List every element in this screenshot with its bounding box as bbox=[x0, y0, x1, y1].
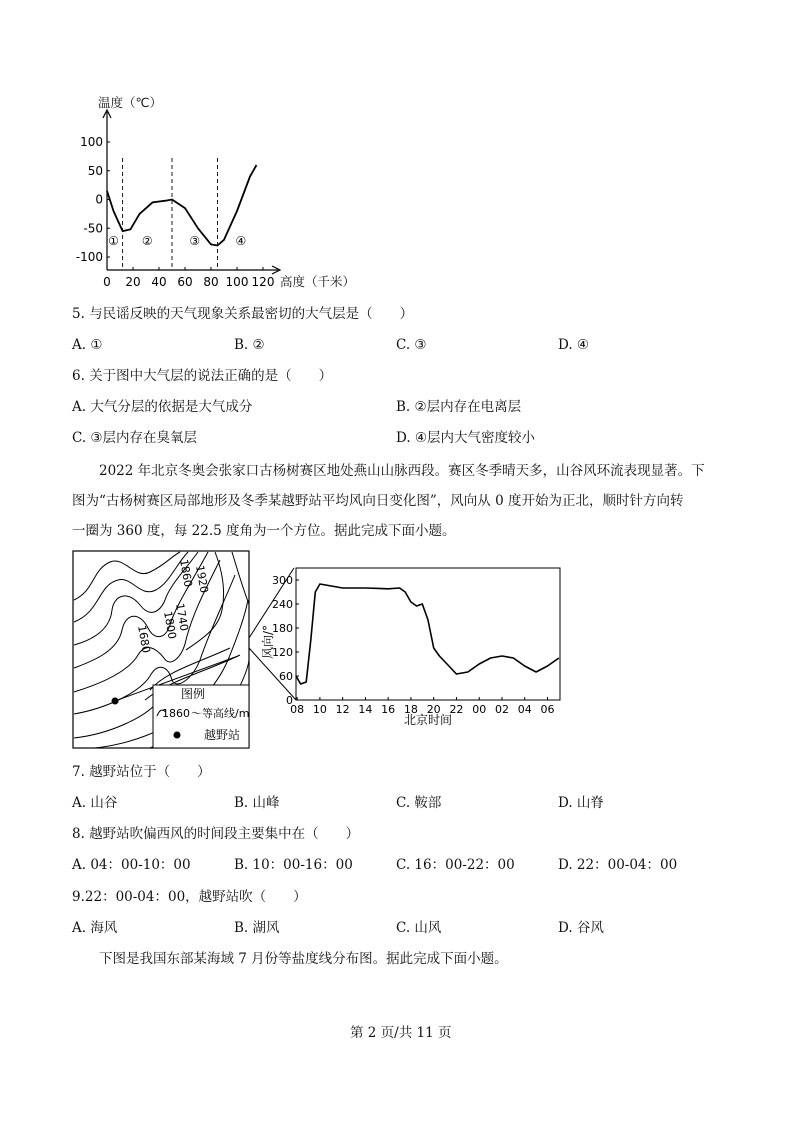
q8-option-b[interactable]: B. 10：00-16：00 bbox=[234, 857, 353, 873]
chart1-layer-label: ③ bbox=[189, 234, 201, 248]
legend-contour-label: ～等高线/m bbox=[191, 707, 250, 720]
intro-line-1: 2022 年北京冬奥会张家口古杨树赛区地处燕山山脉西段。赛区冬季晴天多，山谷风环流表现显著。下 bbox=[99, 463, 705, 479]
intro-line-3: 一圈为 360 度，每 22.5 度角为一个方位。据此完成下面小题。 bbox=[72, 523, 456, 539]
chart1-x-tick-label: 100 bbox=[225, 275, 249, 289]
intro-line-2: 图为“古杨树赛区局部地形及冬季某越野站平均风向日变化图”，风向从 0 度开始为正北，顺时针方向转 bbox=[72, 493, 684, 509]
chart1-y-tick-label: -50 bbox=[83, 221, 103, 236]
chart1-x-tick-label: 0 bbox=[103, 275, 111, 289]
contour-label-1920: 1920 bbox=[193, 564, 211, 595]
q5-option-c[interactable]: C. ③ bbox=[396, 337, 427, 353]
chart2-x-tick-label: 06 bbox=[540, 703, 555, 716]
chart1-layer-label: ① bbox=[108, 234, 119, 248]
contour-label-1740: 1740 bbox=[173, 602, 191, 633]
q7-option-d[interactable]: D. 山脊 bbox=[558, 795, 604, 811]
q7-option-a[interactable]: A. 山谷 bbox=[72, 795, 118, 811]
chart2-xlabel: 北京时间 bbox=[403, 713, 453, 727]
chart1-x-tick-label: 20 bbox=[125, 275, 141, 289]
q5-option-d[interactable]: D. ④ bbox=[558, 337, 590, 353]
q9-stem: 9.22：00-04：00，越野站吹（ ） bbox=[72, 889, 307, 905]
q5-option-b[interactable]: B. ② bbox=[234, 337, 265, 353]
chart1-ylabel: 温度（℃） bbox=[98, 95, 163, 110]
chart2-x-tick-label: 20 bbox=[426, 703, 441, 716]
q8-option-c[interactable]: C. 16：00-22：00 bbox=[396, 857, 515, 873]
contour-label-1860: 1860 bbox=[177, 558, 195, 589]
q8-option-a[interactable]: A. 04：00-10：00 bbox=[72, 857, 191, 873]
chart1-layer-label: ② bbox=[141, 234, 153, 248]
q9-option-a[interactable]: A. 海风 bbox=[72, 920, 118, 936]
q8-stem: 8. 越野站吹偏西风的时间段主要集中在（ ） bbox=[72, 826, 360, 842]
chart2-y-tick-label: 60 bbox=[279, 670, 293, 683]
chart1-xlabel: 高度（千米） bbox=[280, 274, 356, 289]
q7-option-b[interactable]: B. 山峰 bbox=[234, 795, 280, 811]
q5-stem: 5. 与民谣反映的天气现象关系最密切的大气层是（ ） bbox=[72, 306, 414, 322]
q6-option-d[interactable]: D. ④层内大气密度较小 bbox=[396, 430, 536, 446]
contour-label-1680: 1680 bbox=[135, 624, 153, 655]
chart1-y-tick-label: 0 bbox=[95, 192, 103, 207]
q9-option-d[interactable]: D. 谷风 bbox=[558, 920, 604, 936]
chart2-y-tick-label: 0 bbox=[286, 694, 293, 707]
legend-contour-value: 1860 bbox=[162, 707, 190, 720]
chart1-y-tick-label: -100 bbox=[75, 250, 103, 264]
chart2-wind-direction-curve bbox=[296, 584, 559, 684]
intro-paragraph-2: 下图是我国东部某海域 7 月份等盐度线分布图。据此完成下面小题。 bbox=[99, 951, 508, 967]
q6-option-a[interactable]: A. 大气分层的依据是大气成分 bbox=[72, 399, 253, 415]
chart2-y-tick-label: 120 bbox=[272, 646, 293, 659]
q9-option-b[interactable]: B. 湖风 bbox=[234, 920, 280, 936]
chart2-ylabel: 风向/° bbox=[261, 624, 275, 660]
contour-label-1800: 1800 bbox=[161, 610, 179, 641]
q6-option-c[interactable]: C. ③层内存在臭氧层 bbox=[72, 430, 198, 446]
chart2-x-tick-label: 22 bbox=[449, 703, 464, 716]
chart1-x-tick-label: 120 bbox=[251, 275, 275, 289]
q8-option-d[interactable]: D. 22：00-04：00 bbox=[558, 857, 678, 873]
chart1-x-tick-label: 80 bbox=[203, 275, 219, 289]
q5-option-a[interactable]: A. ① bbox=[72, 337, 103, 353]
q9-option-c[interactable]: C. 山风 bbox=[396, 920, 442, 936]
chart1-x-tick-label: 60 bbox=[177, 275, 193, 289]
chart2-y-tick-label: 180 bbox=[272, 622, 293, 635]
q7-option-c[interactable]: C. 鞍部 bbox=[396, 795, 442, 811]
chart1-x-tick-label: 40 bbox=[151, 275, 167, 289]
chart2-y-tick-label: 240 bbox=[272, 598, 293, 611]
chart1-y-tick-label: 100 bbox=[80, 135, 103, 149]
chart2-x-tick-label: 16 bbox=[381, 703, 396, 716]
chart2-x-tick-label: 10 bbox=[312, 703, 327, 716]
legend-title: 图例 bbox=[181, 687, 206, 701]
chart2-x-tick-label: 12 bbox=[335, 703, 350, 716]
q7-stem: 7. 越野站位于（ ） bbox=[72, 764, 211, 780]
chart2-x-tick-label: 02 bbox=[494, 703, 509, 716]
chart2-x-tick-label: 14 bbox=[358, 703, 373, 716]
chart2-x-tick-label: 00 bbox=[472, 703, 487, 716]
legend-station-symbol bbox=[174, 732, 181, 739]
chart2-y-tick-label: 300 bbox=[272, 574, 293, 587]
chart1-layer-label: ④ bbox=[235, 234, 247, 248]
q6-stem: 6. 关于图中大气层的说法正确的是（ ） bbox=[72, 368, 333, 384]
chart1-y-tick-label: 50 bbox=[87, 163, 103, 178]
page-footer: 第 2 页/共 11 页 bbox=[350, 1025, 452, 1041]
legend-station-label: 越野站 bbox=[204, 728, 241, 742]
chart2-frame bbox=[296, 568, 560, 700]
chart2-x-tick-label: 04 bbox=[517, 703, 532, 716]
chart2-x-tick-label: 08 bbox=[290, 703, 305, 716]
chart2-x-tick-label: 18 bbox=[403, 703, 418, 716]
q6-option-b[interactable]: B. ②层内存在电离层 bbox=[396, 399, 522, 415]
